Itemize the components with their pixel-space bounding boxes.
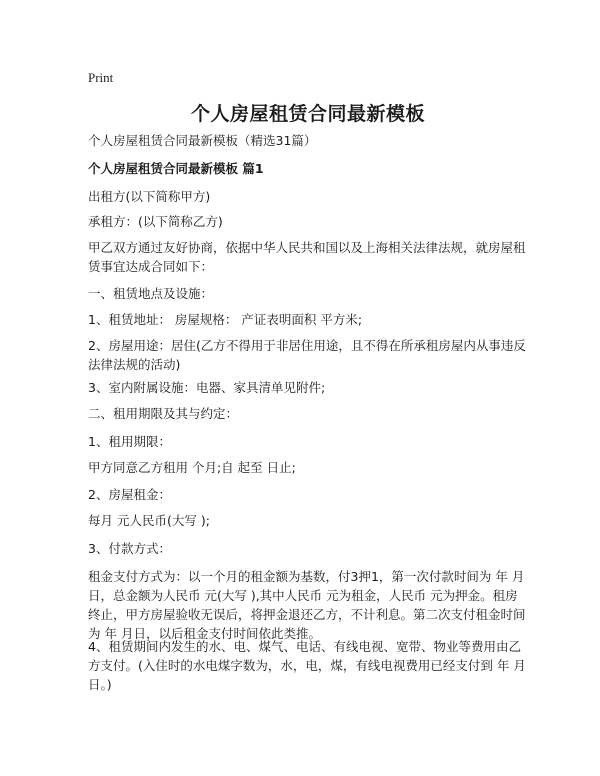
paragraph: 甲方同意乙方租用 个月;自 起至 日止;	[88, 460, 296, 475]
document-title: 个人房屋租赁合同最新模板	[190, 103, 425, 125]
paragraph: 承租方：(以下简称乙方)	[88, 214, 223, 229]
section-heading: 个人房屋租赁合同最新模板 篇1	[88, 161, 264, 176]
document-subtitle: 个人房屋租赁合同最新模板（精选31篇）	[88, 133, 317, 148]
paragraph: 4、租赁期间内发生的水、电、煤气、电话、有线电视、宽带、物业等费用由乙方支付。(入住时的水电煤字数为，水，电，煤，有线电视费用已经支付到 年 月 日。)	[88, 639, 526, 692]
paragraph: 1、租赁地址： 房屋规格： 产证表明面积 平方米;	[88, 312, 363, 327]
print-link[interactable]: Print	[88, 70, 114, 85]
paragraph: 出租方(以下简称甲方)	[88, 189, 211, 204]
paragraph: 一、租赁地点及设施：	[88, 286, 214, 301]
paragraph: 每月 元人民币(大写 );	[88, 513, 210, 528]
paragraph: 1、租用期限：	[88, 434, 171, 449]
paragraph: 3、付款方式：	[88, 541, 171, 556]
paragraph: 2、房屋用途：居住(乙方不得用于非居住用途，且不得在所承租房屋内从事违反法律法规的活动)	[88, 338, 526, 372]
paragraph: 租金支付方式为：以一个月的租金额为基数，付3押1，第一次付款时间为 年 月 日，总金额为人民币 元(大写 ),其中人民币 元为租金，人民币 元为押金。租房终止，甲方房屋验收无误后，将押金退还乙方，不计利息。第二次支付租金时间为 年 月日，以后租金支付时间依此类推。	[88, 569, 526, 641]
paragraph: 甲乙双方通过友好协商，依据中华人民共和国以及上海相关法律法规，就房屋租赁事宜达成合同如下：	[88, 240, 526, 274]
paragraph: 3、室内附属设施：电器、家具清单见附件;	[88, 380, 326, 395]
paragraph: 2、房屋租金：	[88, 487, 171, 502]
paragraph: 二、租用期限及其与约定：	[88, 406, 239, 421]
